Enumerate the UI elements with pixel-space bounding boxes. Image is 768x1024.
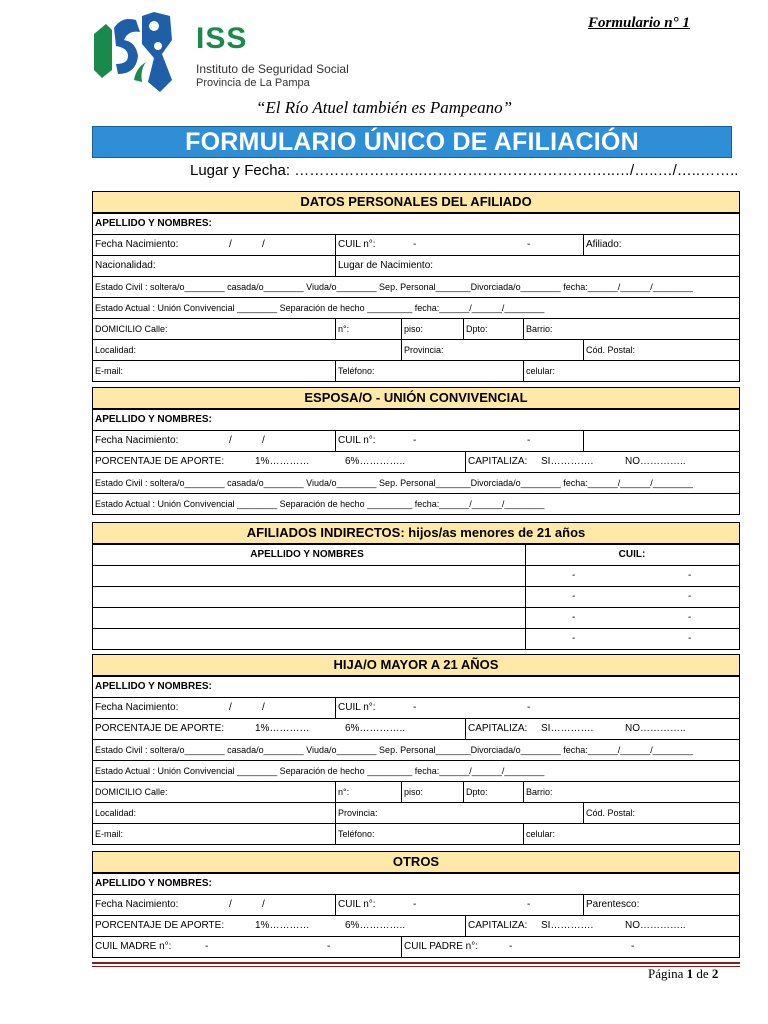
name-field[interactable]: APELLIDO Y NOMBRES: [95, 681, 212, 692]
table-header-row [93, 545, 739, 566]
option-6-percent[interactable]: 6%………….. [345, 456, 406, 467]
locality-field[interactable]: Localidad: [95, 345, 137, 355]
column-header-cuil: CUIL: [525, 545, 738, 565]
locality-field[interactable]: Localidad: [95, 808, 137, 818]
cuil-separator: - [631, 941, 635, 952]
email-field[interactable]: E-mail: [95, 829, 124, 839]
table-row [93, 566, 739, 587]
contribution-percent-field[interactable]: PORCENTAJE DE APORTE: [95, 456, 225, 467]
child-name-field[interactable] [93, 566, 523, 586]
postal-code-field[interactable]: Cód. Postal: [583, 803, 635, 823]
form-row [93, 235, 739, 256]
cuil-separator: - [572, 612, 576, 623]
name-field[interactable]: APELLIDO Y NOMBRES: [95, 218, 212, 229]
cuil-separator: - [688, 591, 692, 602]
form-row [93, 740, 739, 761]
table-row [93, 587, 739, 608]
phone-field[interactable]: Teléfono: [335, 824, 375, 844]
child-name-field[interactable] [93, 608, 523, 628]
form-row [93, 803, 739, 824]
cuil-field[interactable]: CUIL n°: [335, 698, 376, 718]
street-field[interactable]: DOMICILIO Calle: [95, 787, 168, 797]
date-separator: / [229, 702, 232, 713]
phone-field[interactable]: Teléfono: [335, 361, 375, 381]
name-field[interactable]: APELLIDO Y NOMBRES: [95, 878, 212, 889]
cuil-field[interactable]: CUIL n°: [335, 895, 376, 915]
cuil-separator: - [527, 435, 531, 446]
date-separator: / [262, 899, 265, 910]
capitalize-field: CAPITALIZA: [465, 916, 527, 936]
relationship-field[interactable]: Parentesco: [583, 895, 639, 915]
province-field[interactable]: Provincia: [335, 803, 378, 823]
cuil-field[interactable]: CUIL n°: [335, 431, 376, 451]
table-row [93, 629, 739, 649]
section-title: HIJA/O MAYOR A 21 AÑOS [93, 655, 739, 677]
form-row [93, 719, 739, 740]
current-status-field[interactable]: Estado Actual : Unión Convivencial ________ Separación de hecho _________ fecha:______/______/________ [95, 766, 545, 776]
column-header-name: APELLIDO Y NOMBRES [250, 549, 364, 560]
option-no[interactable]: NO………….. [625, 456, 686, 467]
birth-date-field[interactable]: Fecha Nacimiento: [95, 899, 179, 910]
date-separator: / [262, 435, 265, 446]
floor-field[interactable]: piso: [401, 319, 423, 339]
current-status-field[interactable]: Estado Actual : Unión Convivencial ________ Separación de hecho _________ fecha:______/______/________ [95, 499, 545, 509]
place-date-field[interactable]: Lugar y Fecha: ……………………..…………………………….…..…/…..…/…..…….. [190, 162, 739, 179]
option-yes[interactable]: SI…………. [541, 456, 594, 467]
cuil-separator: - [527, 899, 531, 910]
footer-divider [92, 962, 740, 967]
form-row [93, 874, 739, 895]
child-cuil-field[interactable] [525, 566, 740, 586]
cuil-separator: - [688, 612, 692, 623]
nationality-field[interactable]: Nacionalidad: [95, 260, 156, 271]
form-row [93, 494, 739, 514]
cuil-separator: - [688, 633, 692, 644]
cuil-field[interactable]: CUIL n°: [335, 235, 376, 255]
option-no[interactable]: NO………….. [625, 723, 686, 734]
cuil-separator: - [572, 570, 576, 581]
form-row [93, 319, 739, 340]
form-row [93, 298, 739, 319]
cuil-separator: - [527, 702, 531, 713]
date-separator: / [229, 239, 232, 250]
logo-name: Instituto de Seguridad Social [196, 62, 349, 76]
cuil-separator: - [205, 941, 209, 952]
form-row [93, 431, 739, 452]
cuil-separator: - [688, 570, 692, 581]
option-1-percent[interactable]: 1%………… [255, 920, 310, 931]
form-row [93, 256, 739, 277]
name-field[interactable]: APELLIDO Y NOMBRES: [95, 414, 212, 425]
form-row [93, 916, 739, 937]
date-separator: / [262, 239, 265, 250]
contribution-percent-field[interactable]: PORCENTAJE DE APORTE: [95, 723, 225, 734]
cuil-separator: - [327, 941, 331, 952]
empty-cell[interactable] [583, 431, 586, 451]
logo-province: Provincia de La Pampa [196, 77, 310, 89]
page-label: Página [648, 966, 684, 981]
child-cuil-field[interactable] [525, 587, 740, 607]
page-current: 1 [686, 966, 694, 981]
postal-code-field[interactable]: Cód. Postal: [583, 340, 635, 360]
apartment-field[interactable]: Dpto: [463, 319, 488, 339]
capitalize-field: CAPITALIZA: [465, 452, 527, 472]
birth-date-field[interactable]: Fecha Nacimiento: [95, 239, 179, 250]
section-title: ESPOSA/O - UNIÓN CONVIVENCIAL [93, 388, 739, 410]
form-row [93, 214, 739, 235]
page-of: de [696, 966, 709, 981]
form-row [93, 340, 739, 361]
table-row [93, 608, 739, 629]
apartment-field[interactable]: Dpto: [463, 782, 488, 802]
cuil-separator: - [413, 702, 417, 713]
form-row [93, 452, 739, 473]
page-number [648, 966, 718, 982]
child-cuil-field[interactable] [525, 608, 740, 628]
date-separator: / [229, 435, 232, 446]
cuil-separator: - [413, 899, 417, 910]
form-row [93, 782, 739, 803]
option-6-percent[interactable]: 6%………….. [345, 920, 406, 931]
contribution-percent-field[interactable]: PORCENTAJE DE APORTE: [95, 920, 225, 931]
section-title: DATOS PERSONALES DEL AFILIADO [93, 192, 739, 214]
section-spouse [92, 387, 740, 515]
mobile-field[interactable]: celular: [523, 361, 555, 381]
email-field[interactable]: E-mail: [95, 366, 124, 376]
option-yes[interactable]: SI…………. [541, 723, 594, 734]
floor-field[interactable]: piso: [401, 782, 423, 802]
child-cuil-field[interactable] [525, 629, 740, 649]
form-title: FORMULARIO ÚNICO DE AFILIACIÓN [92, 126, 732, 158]
section-others [92, 851, 740, 958]
capitalize-field: CAPITALIZA: [465, 719, 527, 739]
mother-cuil-field[interactable]: CUIL MADRE n°: [95, 941, 172, 952]
date-separator: / [262, 702, 265, 713]
section-title: OTROS [93, 852, 739, 874]
father-cuil-field[interactable]: CUIL PADRE n°: [401, 937, 478, 957]
birth-place-field[interactable]: Lugar de Nacimiento: [335, 256, 433, 276]
form-row [93, 895, 739, 916]
section-adult-child [92, 654, 740, 845]
form-row [93, 824, 739, 844]
civil-status-field[interactable]: Estado Civil : soltera/o________ casada/o________ Viuda/o________ Sep. Personal_______Divorciada/o________ fecha:______/______/________ [95, 282, 693, 292]
logo-acronym: ISS [196, 22, 248, 55]
section-personal-data [92, 191, 740, 382]
option-1-percent[interactable]: 1%………… [255, 723, 310, 734]
form-row [93, 361, 739, 381]
neighborhood-field[interactable]: Barrio: [523, 319, 553, 339]
civil-status-field[interactable]: Estado Civil : soltera/o________ casada/o________ Viuda/o________ Sep. Personal_______Divorciada/o________ fecha:______/______/________ [95, 478, 693, 488]
form-row [93, 698, 739, 719]
form-row [93, 761, 739, 782]
option-6-percent[interactable]: 6%………….. [345, 723, 406, 734]
option-1-percent[interactable]: 1%………… [255, 456, 310, 467]
birth-date-field[interactable]: Fecha Nacimiento: [95, 435, 179, 446]
cuil-separator: - [413, 435, 417, 446]
child-name-field[interactable] [93, 587, 523, 607]
form-row [93, 473, 739, 494]
mobile-field[interactable]: celular: [523, 824, 555, 844]
form-row [93, 937, 739, 957]
cuil-separator: - [572, 591, 576, 602]
birth-date-field[interactable]: Fecha Nacimiento: [95, 702, 179, 713]
form-row [93, 677, 739, 698]
page-total: 2 [711, 966, 719, 981]
child-name-field[interactable] [93, 629, 523, 649]
number-field[interactable]: n°: [335, 782, 349, 802]
form-number: Formulario n° 1 [588, 15, 690, 31]
section-title: AFILIADOS INDIRECTOS: hijos/as menores de 21 años [93, 523, 739, 545]
number-field[interactable]: n°: [335, 319, 349, 339]
date-separator: / [229, 899, 232, 910]
motto: “El Río Atuel también es Pampeano” [255, 98, 513, 117]
form-row [93, 410, 739, 431]
option-no[interactable]: NO………….. [625, 920, 686, 931]
cuil-separator: - [572, 633, 576, 644]
province-field[interactable]: Provincia: [401, 340, 444, 360]
iss-logo [92, 10, 354, 102]
cuil-separator: - [509, 941, 513, 952]
street-field[interactable]: DOMICILIO Calle: [95, 324, 168, 334]
civil-status-field[interactable]: Estado Civil : soltera/o________ casada/o________ Viuda/o________ Sep. Personal_______Divorciada/o________ fecha:______/______/________ [95, 745, 693, 755]
current-status-field[interactable]: Estado Actual : Unión Convivencial ________ Separación de hecho _________ fecha:______/______/________ [95, 303, 545, 313]
section-indirect-affiliates [92, 522, 740, 650]
cuil-separator: - [413, 239, 417, 250]
form-row [93, 277, 739, 298]
affiliate-field[interactable]: Afiliado: [583, 235, 622, 255]
neighborhood-field[interactable]: Barrio: [523, 782, 553, 802]
option-yes[interactable]: SI…………. [541, 920, 594, 931]
cuil-separator: - [527, 239, 531, 250]
